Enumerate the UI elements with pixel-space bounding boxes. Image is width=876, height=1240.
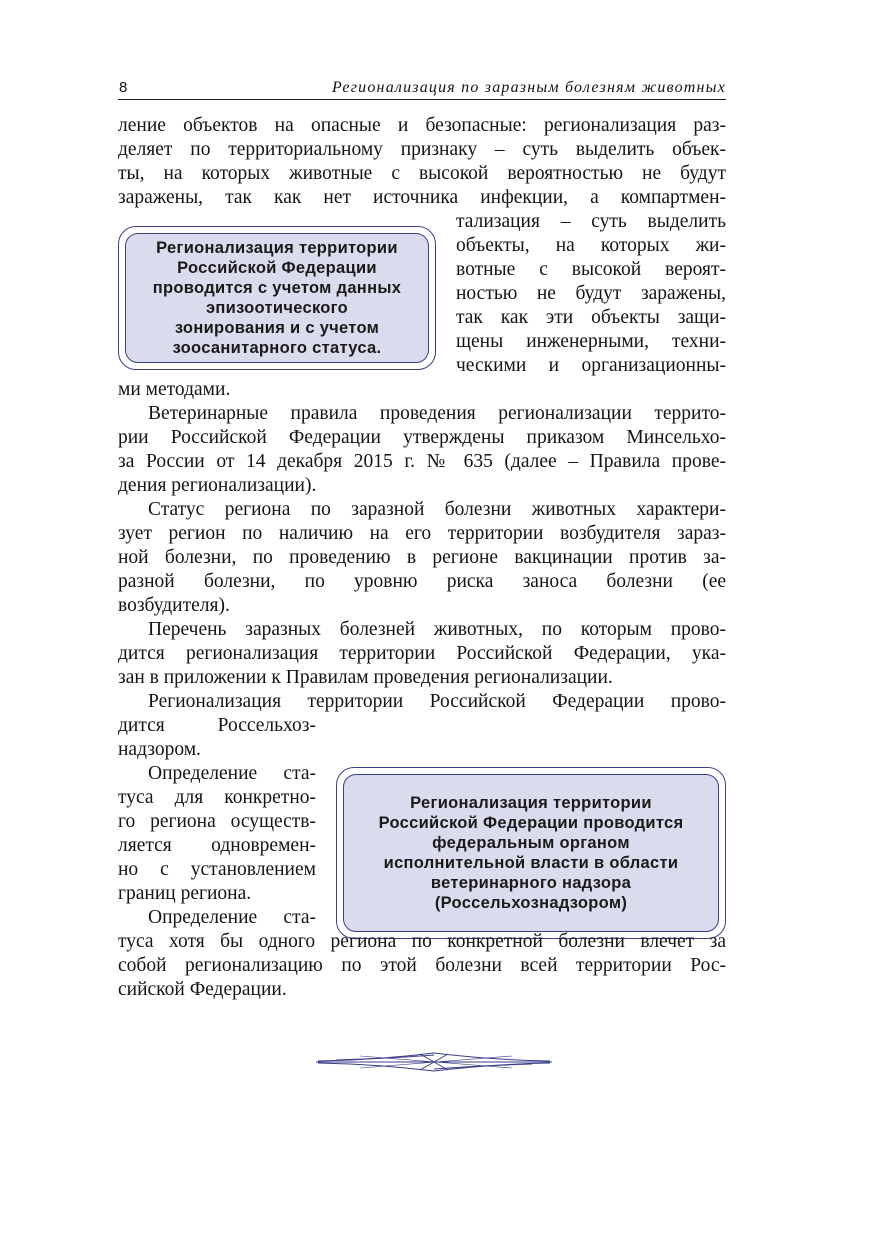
text-line: рии Российской Федерации утверждены приказом Минсельхо- (118, 427, 726, 448)
text-line: границ региона. (118, 883, 252, 904)
text-line: вотные с высокой вероят- (456, 259, 726, 280)
text-line: Определение ста- (148, 907, 316, 928)
text-line: зует регион по наличию на его территории возбудителя зараз- (118, 523, 726, 544)
text-line: дится Россельхоз- (118, 715, 316, 736)
callout-box-rosselkhoznadzor (336, 767, 726, 939)
text-line: Регионализация территории Российской Федерации прово- (148, 691, 726, 712)
text-line: туса хотя бы одного региона по конкретной болезни влечет за (118, 931, 726, 952)
text-line: Статус региона по заразной болезни животных характери- (148, 499, 726, 520)
text-line: сийской Федерации. (118, 979, 287, 1000)
text-line: ностью не будут заражены, (456, 283, 726, 304)
text-line: объекты, на которых жи- (456, 235, 726, 256)
text-line: ление объектов на опасные и безопасные: регионализация раз- (118, 115, 726, 136)
callout-inner (343, 774, 719, 932)
text-line: собой регионализацию по этой болезни всей территории Рос- (118, 955, 726, 976)
text-line: щены инженерными, техни- (456, 331, 726, 352)
text-line: Ветеринарные правила проведения регионализации террито- (148, 403, 726, 424)
ornament-divider-icon (316, 1049, 552, 1075)
text-line: заражены, так как нет источника инфекции, а компартмен- (118, 187, 726, 208)
text-line: зан в приложении к Правилам проведения регионализации. (118, 667, 613, 688)
text-line: дится регионализация территории Российской Федерации, ука- (118, 643, 726, 664)
text-line: ми методами. (118, 379, 231, 400)
text-line: ной болезни, по проведению в регионе вакцинации против за- (118, 547, 726, 568)
callout-inner (125, 233, 429, 363)
callout-text: Регионализация территории Российской Федерации проводится с учетом данных эпизоотического зонирования и с учетом зоосанитарного статуса. (152, 239, 402, 357)
text-line: ты, на которых животные с высокой вероятностью не будут (118, 163, 726, 184)
text-line: разной болезни, по уровню риска заноса болезни (ее (118, 571, 726, 592)
running-head: Регионализация по заразным болезням животных (332, 79, 726, 96)
callout-text: Регионализация территории Российской Федерации проводится федеральным органом исполнительной власти в области ветеринарного надзора (Россельхознадзором) (378, 794, 684, 912)
text-line: дения регионализации). (118, 475, 317, 496)
text-line: туса для конкретно- (118, 787, 316, 808)
text-line: тализация – суть выделить (456, 211, 726, 232)
text-line: но с установлением (118, 859, 316, 880)
page-number: 8 (119, 79, 128, 96)
text-line: Определение ста- (148, 763, 316, 784)
callout-box-zoning (118, 226, 436, 370)
header-rule (118, 99, 726, 100)
text-line: деляет по территориальному признаку – суть выделить объек- (118, 139, 726, 160)
text-line: ляется одновремен- (118, 835, 316, 856)
text-line: так как эти объекты защи- (456, 307, 726, 328)
text-line: го региона осуществ- (118, 811, 316, 832)
text-line: возбудителя). (118, 595, 230, 616)
text-line: за России от 14 декабря 2015 г. № 635 (далее – Правила прове- (118, 451, 726, 472)
text-line: ческими и организационны- (456, 355, 726, 376)
text-line: Перечень заразных болезней животных, по которым прово- (148, 619, 726, 640)
text-line: надзором. (118, 739, 201, 760)
